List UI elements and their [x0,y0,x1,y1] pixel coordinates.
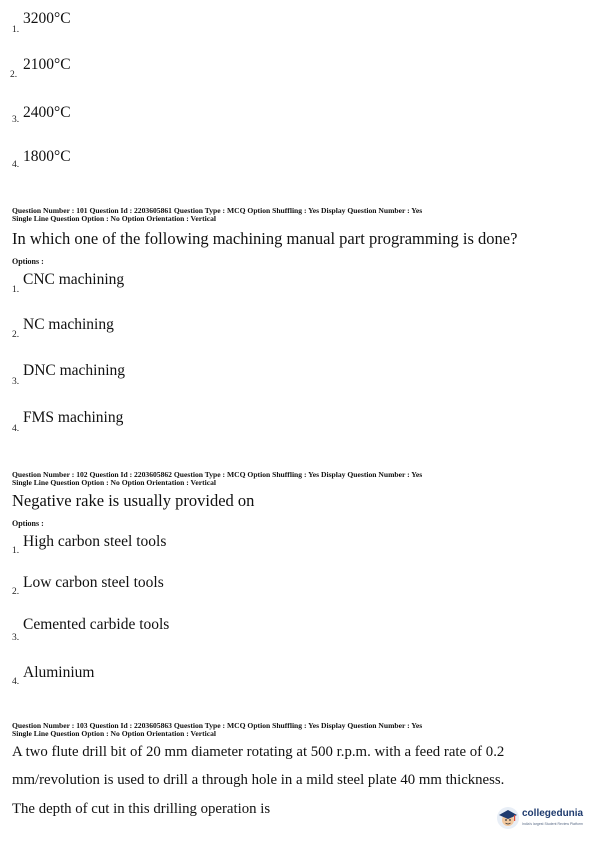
option-text: Cemented carbide tools [23,616,170,633]
question-text: In which one of the following machining manual part programming is done? [12,229,518,248]
option-text: FMS machining [23,409,124,426]
option-number: 4. [12,424,20,434]
graduate-cap-icon [497,807,519,829]
question-text-line2: mm/revolution is used to drill a through hole in a mild steel plate 40 mm thickness. [12,772,505,788]
option-number: 2. [12,587,20,597]
option-number: 1. [12,285,20,295]
option-text: CNC machining [23,271,125,288]
option-number: 1. [12,25,20,35]
question-meta-line2: Single Line Question Option : No Option Orientation : Vertical [12,729,216,739]
option-text: 3200°C [23,10,71,27]
collegedunia-logo [497,805,593,831]
option-text: 1800°C [23,148,71,165]
option-number: 3. [12,633,20,643]
option-number: 4. [12,160,20,170]
option-text: Aluminium [23,664,95,681]
logo-name: collegedunia [522,808,584,819]
option-number: 4. [12,677,20,687]
option-number: 3. [12,115,20,125]
option-text: Low carbon steel tools [23,574,164,591]
question-meta-line1: Question Number : 101 Question Id : 2203605861 Question Type : MCQ Option Shuffling : Yes Display Question Number : Yes [12,206,423,215]
option-number: 2. [10,70,18,80]
option-text: DNC machining [23,362,126,379]
option-text: 2100°C [23,56,71,73]
question-meta [12,722,582,739]
logo-tagline: India's largest Student Review Platform [522,822,583,826]
question-meta [12,207,582,224]
option-text: NC machining [23,316,114,333]
option-number: 1. [12,546,20,556]
question-meta [12,471,582,488]
options-label: Options : [12,519,44,528]
option-number: 2. [12,330,20,340]
question-meta-line2: Single Line Question Option : No Option Orientation : Vertical [12,478,216,488]
question-text-line1: A two flute drill bit of 20 mm diameter rotating at 500 r.p.m. with a feed rate of 0.2 [12,744,505,760]
option-number: 3. [12,377,20,387]
question-text-line3: The depth of cut in this drilling operation is [12,801,271,817]
option-text: 2400°C [23,104,71,121]
question-meta-line1: Question Number : 103 Question Id : 2203605863 Question Type : MCQ Option Shuffling : Yes Display Question Number : Yes [12,721,423,730]
question-text: Negative rake is usually provided on [12,491,255,510]
question-meta-line2: Single Line Question Option : No Option Orientation : Vertical [12,214,216,224]
option-text: High carbon steel tools [23,533,167,550]
question-meta-line1: Question Number : 102 Question Id : 2203605862 Question Type : MCQ Option Shuffling : Yes Display Question Number : Yes [12,470,423,479]
options-label: Options : [12,257,44,266]
